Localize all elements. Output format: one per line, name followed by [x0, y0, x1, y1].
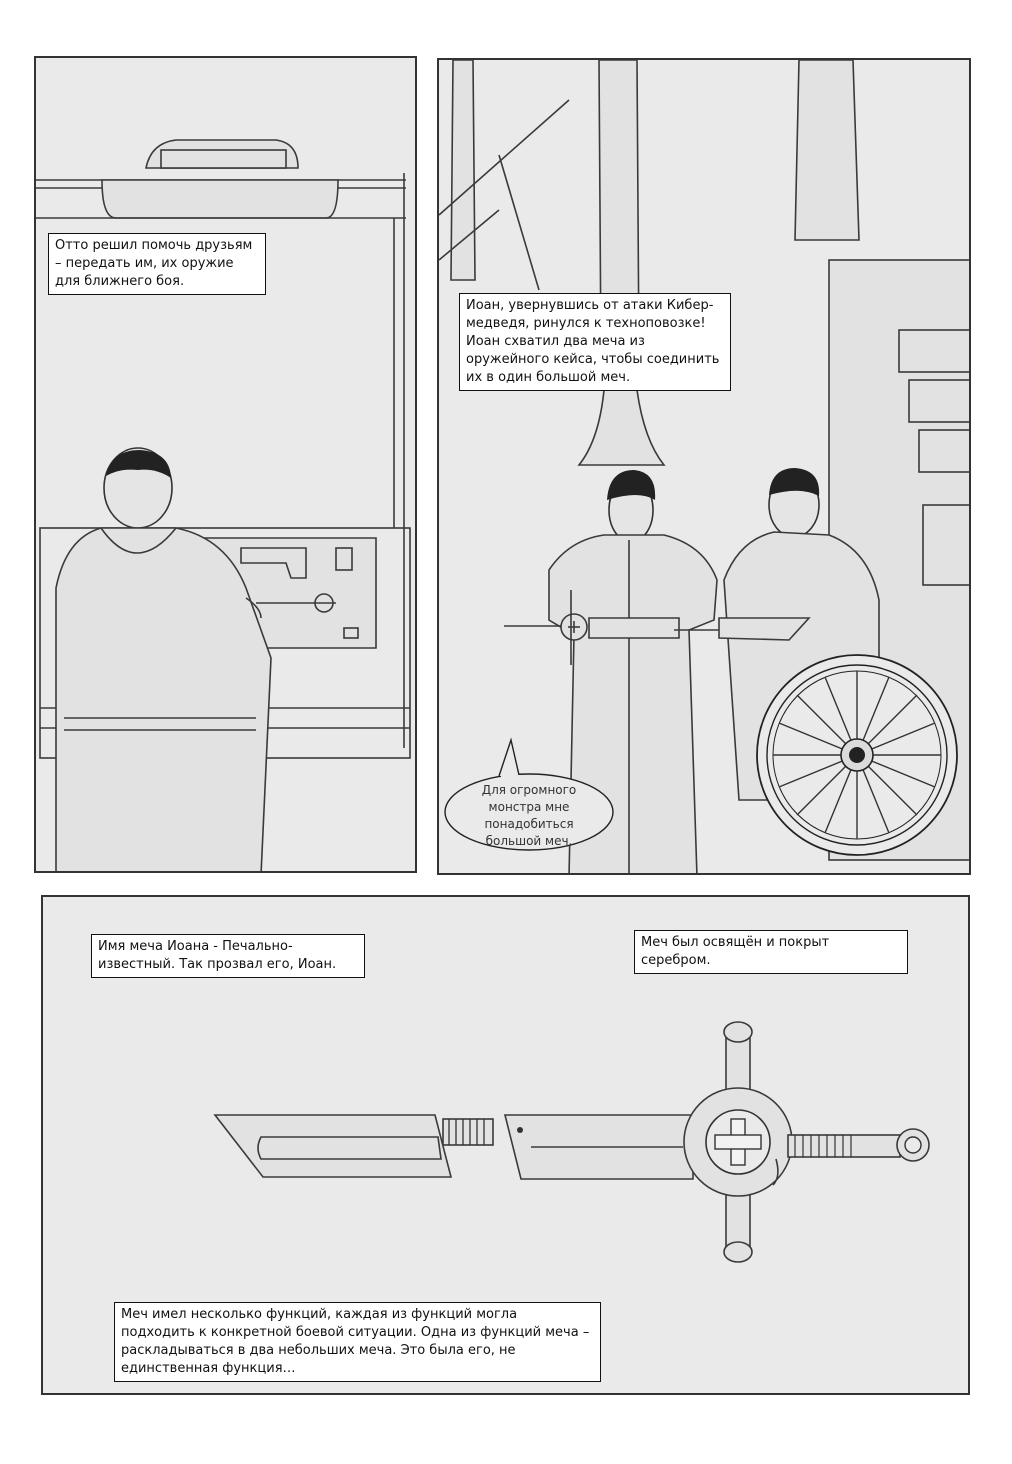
panel-otto [34, 56, 417, 873]
speech-ioan: Для огромного монстра мне понадобиться большой меч. [481, 783, 577, 848]
caption-otto: Отто решил помочь друзьям – передать им, их оружие для ближнего боя. [48, 233, 266, 295]
caption-sword-name: Имя меча Иоана - Печально-известный. Так прозвал его, Иоан. [91, 934, 365, 978]
panel-ioan-art [439, 60, 971, 875]
caption-sword-blessed: Меч был освящён и покрыт серебром. [634, 930, 908, 974]
cart-wheel [757, 655, 957, 855]
caption-ioan: Иоан, увернувшись от атаки Кибер-медведя, ринулся к технoповозке! Иоан схватил два меча из оружейного кейса, чтобы соединить их в один большой меч. [459, 293, 731, 391]
caption-sword-functions: Меч имел несколько функций, каждая из функций могла подходить к конкретной боевой ситуации. Одна из функций меча – раскладываться в два небольших меча. Это была его, не единственная функция… [114, 1302, 601, 1382]
cart-roof-drawing [102, 180, 338, 218]
tree-trunk [439, 60, 859, 465]
panel-sword [41, 895, 970, 1395]
panel-ioan [437, 58, 971, 875]
case-top-drawing [161, 150, 286, 168]
figure-otto [56, 448, 271, 873]
panel-otto-art [36, 58, 417, 873]
